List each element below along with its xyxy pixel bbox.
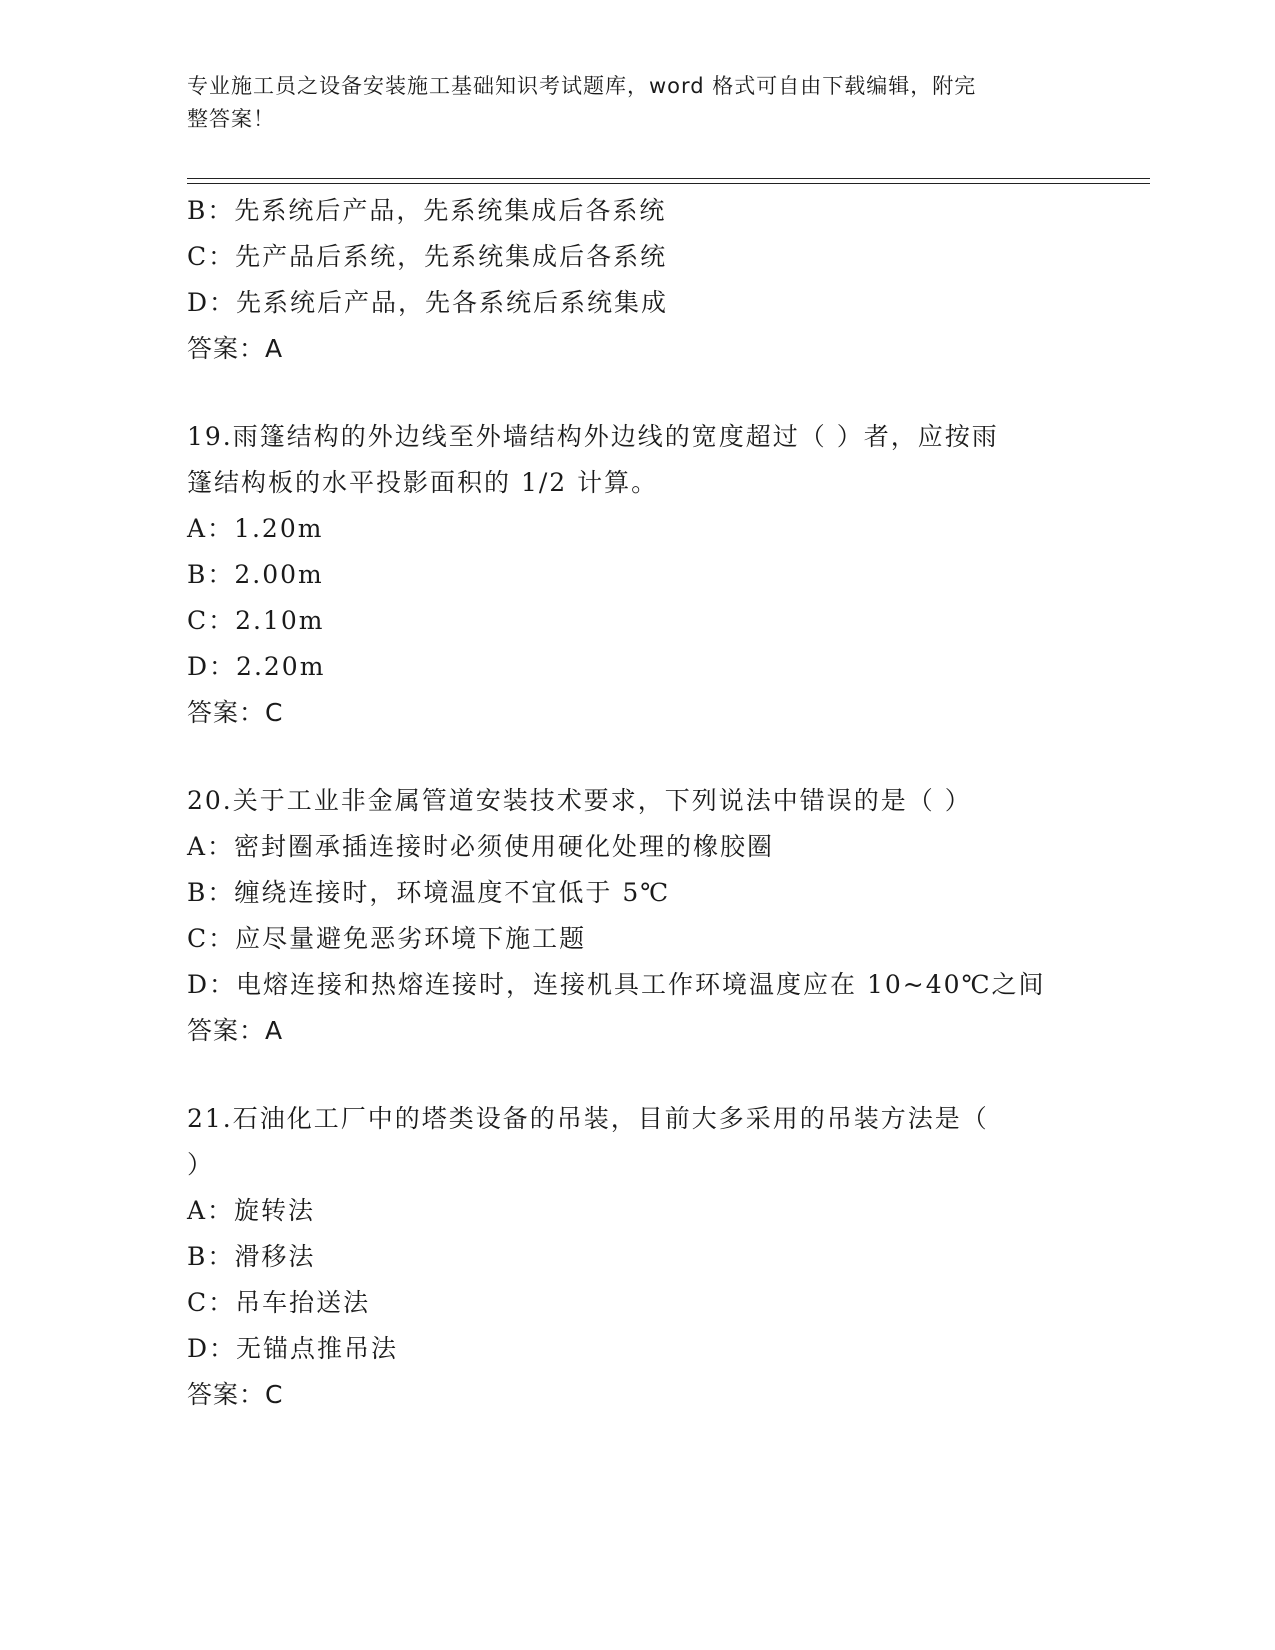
option-d: D：2.20m (187, 652, 326, 681)
header-line-2: 整答案！ (187, 107, 275, 131)
option-d: D：先系统后产品，先各系统后系统集成 (187, 288, 669, 317)
question-21 (187, 1096, 1087, 1418)
answer: 答案：A (187, 334, 284, 363)
question-text-line: 20.关于工业非金属管道安装技术要求，下列说法中错误的是（ ） (187, 786, 972, 815)
question-20 (187, 778, 1087, 1054)
option-b: B：缠绕连接时，环境温度不宜低于 5℃ (187, 878, 671, 907)
previous-question-fragment (187, 188, 1087, 372)
question-text-line: ） (187, 1150, 215, 1179)
header-rule-bottom (187, 183, 1150, 184)
question-text-line: 19.雨篷结构的外边线至外墙结构外边线的宽度超过（ ）者，应按雨 (187, 422, 999, 451)
header-rule-top (187, 178, 1150, 179)
question-text-line: 21.石油化工厂中的塔类设备的吊装，目前大多采用的吊装方法是（ (187, 1104, 989, 1133)
option-c: C：先产品后系统，先系统集成后各系统 (187, 242, 668, 271)
option-a: A：1.20m (187, 514, 324, 543)
option-d: D：无锚点推吊法 (187, 1334, 399, 1363)
option-b: B：2.00m (187, 560, 324, 589)
option-c: C：2.10m (187, 606, 325, 635)
question-19 (187, 414, 1087, 736)
header-line-1: 专业施工员之设备安装施工基础知识考试题库，word 格式可自由下载编辑，附完 (187, 74, 977, 98)
answer: 答案：C (187, 1380, 284, 1409)
answer: 答案：C (187, 698, 284, 727)
question-text-line: 篷结构板的水平投影面积的 1/2 计算。 (187, 468, 659, 497)
option-b: B：滑移法 (187, 1242, 316, 1271)
option-d: D：电熔连接和热熔连接时，连接机具工作环境温度应在 10~40℃之间 (187, 970, 1046, 999)
option-a: A：密封圈承插连接时必须使用硬化处理的橡胶圈 (187, 832, 775, 861)
option-a: A：旋转法 (187, 1196, 316, 1225)
document-header (187, 70, 1067, 136)
option-c: C：吊车抬送法 (187, 1288, 371, 1317)
document-body (187, 188, 1087, 1418)
answer: 答案：A (187, 1016, 284, 1045)
option-b: B：先系统后产品，先系统集成后各系统 (187, 196, 667, 225)
option-c: C：应尽量避免恶劣环境下施工题 (187, 924, 587, 953)
